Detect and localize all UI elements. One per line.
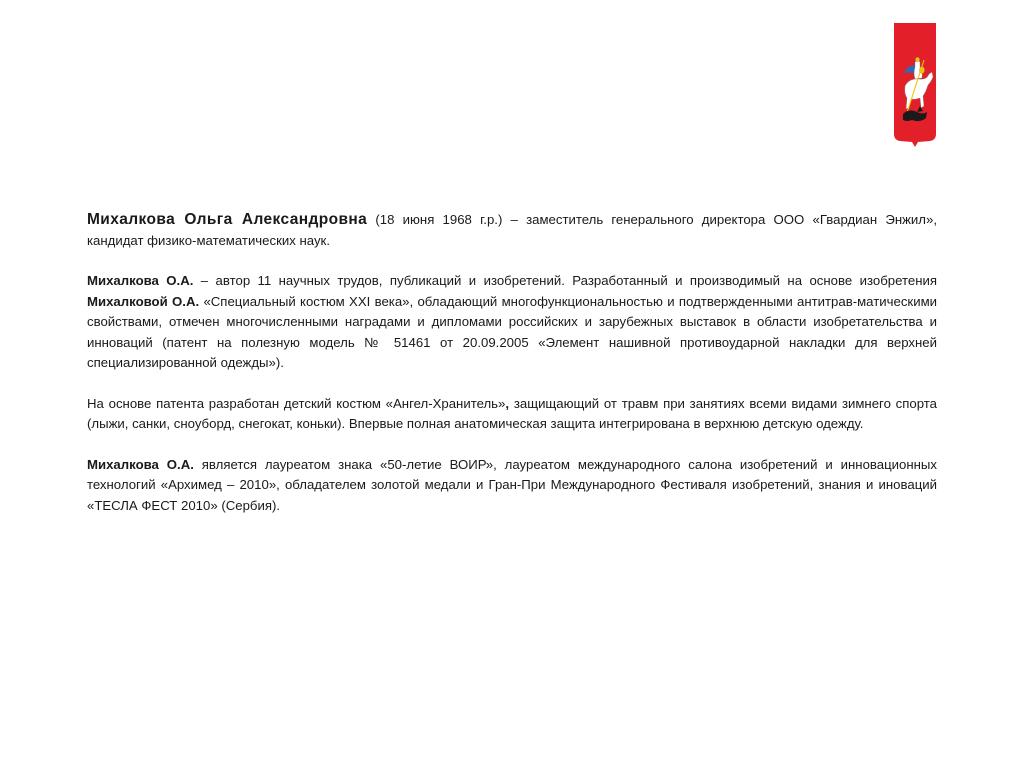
paragraph-intro <box>87 210 937 251</box>
works-text-part1: – автор 11 научных трудов, публикаций и изобретений. Разработанный и производимый на основе изобретения <box>193 273 937 288</box>
biography-text <box>87 210 937 536</box>
suit-text-part2: защищающий от травм при занятиях всеми видами зимнего спорта (лыжи, санки, сноуборд, снегокат, коньки). Впервые полная анатомическая защита интегрирована в верхнюю детскую одежду. <box>87 395 937 431</box>
suit-text-comma: , <box>505 395 510 411</box>
works-text-part2: «Специальный костюм XXI века», обладающий многофункциональностью и подтвержденными антитрав-матическими свойствами, отмечен многочисленными наградами и дипломами российских и зарубежных выставок в области изобретательства и инноваций (патент на полезную модель № 51461 от 20.09.2005 «Элемент нашивной противоударной накладки для верхней специализированной одежды»). <box>87 293 937 370</box>
person-short-name: Михалкова О.А. <box>87 273 194 288</box>
moscow-coat-of-arms-icon <box>893 22 937 148</box>
person-short-name-genitive: Михалковой О.А. <box>87 293 200 309</box>
person-full-name: Михалкова Ольга Александровна <box>87 211 368 228</box>
suit-text-part1: На основе патента разработан детский костюм «Ангел-Хранитель» <box>87 395 506 411</box>
paragraph-works <box>87 271 937 374</box>
awards-text: является лауреатом знака «50-летие ВОИР», лауреатом международного салона изобретений и инновационных технологий «Архимед – 2010», обладателем золотой медали и Гран-При Международного Фестиваля изобретений, знания и иноваций «ТЕСЛА ФЕСТ 2010» (Сербия). <box>87 456 937 513</box>
intro-text: (18 июня 1968 г.р.) – заместитель генерального директора ООО «Гвардиан Энжил», кандидат физико-математических наук. <box>87 212 937 248</box>
paragraph-suit <box>87 394 937 435</box>
person-short-name-awards: Михалкова О.А. <box>87 456 194 472</box>
paragraph-awards <box>87 455 937 517</box>
